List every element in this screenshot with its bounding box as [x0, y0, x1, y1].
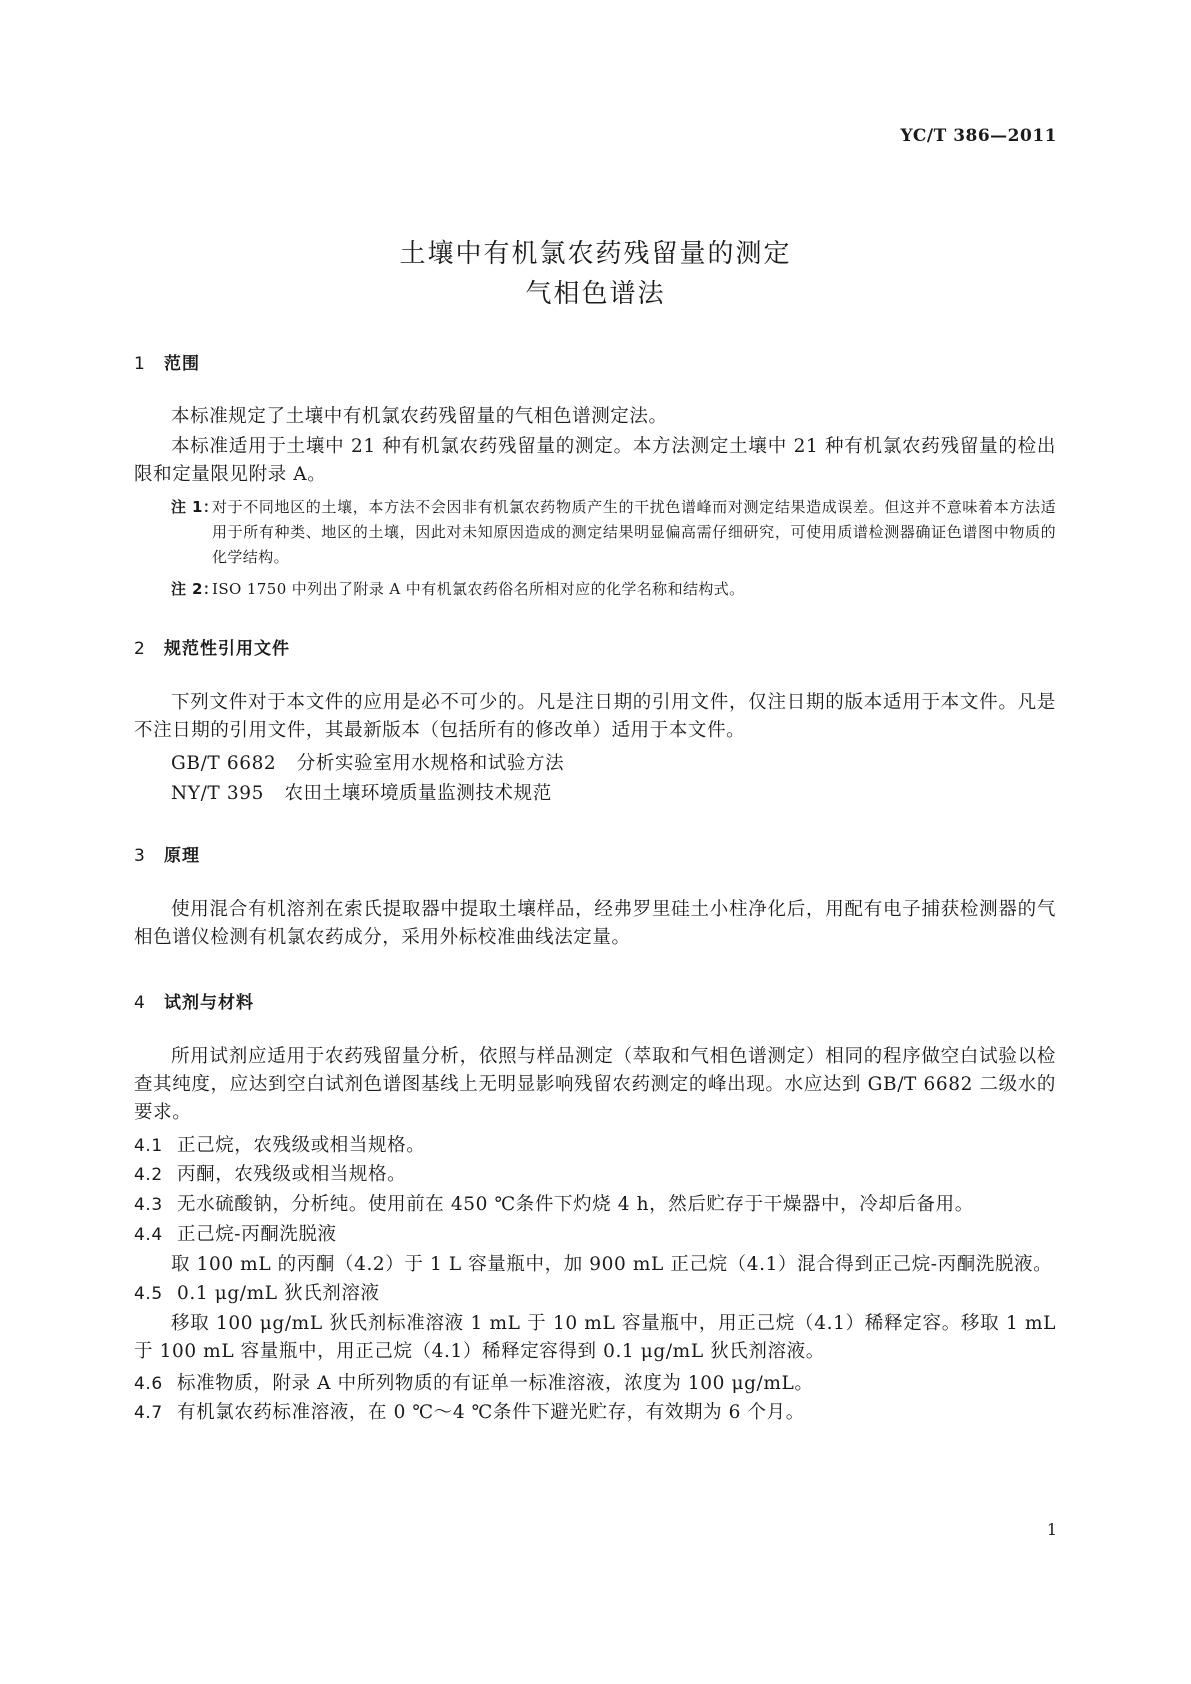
section-number: 1 [134, 354, 146, 374]
list-item-body: 取 100 mL 的丙酮（4.2）于 1 L 容量瓶中，加 900 mL 正己烷（4.1）混合得到正己烷-丙酮洗脱液。 [171, 1254, 1053, 1275]
item-number: 4.5 [134, 1284, 163, 1304]
section-2-para-1: 下列文件对于本文件的应用是必不可少的。凡是注日期的引用文件，仅注日期的版本适用于本文件。凡是不注日期的引用文件，其最新版本（包括所有的修改单）适用于本文件。 [134, 692, 1056, 741]
section-3-para-1: 使用混合有机溶剂在索氏提取器中提取土壤样品，经弗罗里硅土小柱净化后，用配有电子捕获检测器的气相色谱仪检测有机氯农药成分，采用外标校准曲线法定量。 [134, 899, 1056, 948]
section-title: 试剂与材料 [164, 993, 254, 1013]
item-text: 有机氯农药标准溶液，在 0 ℃～4 ℃条件下避光贮存，有效期为 6 个月。 [177, 1402, 805, 1423]
item-number: 4.7 [134, 1403, 163, 1423]
item-number: 4.4 [134, 1225, 163, 1245]
item-text: 标准物质，附录 A 中所列物质的有证单一标准溶液，浓度为 100 μg/mL。 [177, 1373, 814, 1394]
list-item [134, 1191, 1056, 1219]
list-item [134, 1161, 1056, 1189]
item-text: 0.1 μg/mL 狄氏剂溶液 [177, 1283, 380, 1304]
item-number: 4.2 [134, 1165, 163, 1185]
section-number: 4 [134, 993, 146, 1013]
section-1-para-2: 本标准适用于土壤中 21 种有机氯农药残留量的测定。本方法测定土壤中 21 种有机氯农药残留量的检出限和定量限见附录 A。 [134, 436, 1056, 485]
item-number: 4.1 [134, 1136, 163, 1156]
note-tag: 注 1： [171, 498, 219, 516]
section-1-para-1: 本标准规定了土壤中有机氯农药残留量的气相色谱测定法。 [171, 406, 668, 427]
section-title: 范围 [164, 354, 200, 374]
note-1 [171, 495, 1056, 570]
item-number: 4.6 [134, 1374, 163, 1394]
note-2 [171, 577, 1056, 602]
item-text: 无水硫酸钠，分析纯。使用前在 450 ℃条件下灼烧 4 h，然后贮存于干燥器中，冷却后备用。 [177, 1194, 974, 1215]
note-text: ISO 1750 中列出了附录 A 中有机氯农药俗名所相对应的化学名称和结构式。 [212, 580, 745, 598]
item-text: 丙酮，农残级或相当规格。 [177, 1164, 407, 1185]
document-title: 土壤中有机氯农药残留量的测定 [399, 239, 792, 269]
normative-reference [171, 750, 1093, 778]
section-number: 2 [134, 639, 146, 659]
item-text: 正己烷，农残级或相当规格。 [177, 1135, 426, 1156]
note-text: 对于不同地区的土壤，本方法不会因非有机氯农药物质产生的干扰色谱峰而对测定结果造成误差。但这并不意味着本方法适用于所有种类、地区的土壤，因此对未知原因造成的测定结果明显偏高需仔细研究，可使用质谱检测器确证色谱图中物质的化学结构。 [212, 498, 1056, 566]
reference-title: 分析实验室用水规格和试验方法 [296, 753, 565, 774]
item-text: 正己烷-丙酮洗脱液 [177, 1224, 337, 1245]
normative-reference [171, 780, 1093, 808]
reference-code: GB/T 6682 [171, 753, 277, 774]
document-subtitle: 气相色谱法 [525, 279, 666, 309]
list-item-body: 移取 100 μg/mL 狄氏剂标准溶液 1 mL 于 10 mL 容量瓶中，用正己烷（4.1）稀释定容。移取 1 mL 于 100 mL 容量瓶中，用正己烷（4.1）稀释定容得到 0.1 μg/mL 狄氏剂溶液。 [134, 1313, 1056, 1362]
section-3-heading [134, 841, 200, 866]
note-tag: 注 2： [171, 580, 219, 598]
list-item [134, 1132, 1056, 1160]
reference-code: NY/T 395 [171, 783, 264, 804]
list-item [134, 1221, 1056, 1249]
section-number: 3 [134, 846, 146, 866]
list-item [134, 1370, 1056, 1398]
section-title: 原理 [164, 846, 200, 866]
item-number: 4.3 [134, 1195, 163, 1215]
section-2-heading [134, 634, 290, 659]
section-1-heading [134, 349, 200, 374]
section-4-para-1: 所用试剂应适用于农药残留量分析，依照与样品测定（萃取和气相色谱测定）相同的程序做空白试验以检查其纯度，应达到空白试剂色谱图基线上无明显影响残留农药测定的峰出现。水应达到 GB/T 6682 二级水的要求。 [134, 1046, 1056, 1123]
section-4-heading [134, 988, 254, 1013]
reference-title: 农田土壤环境质量监测技术规范 [284, 783, 552, 804]
section-title: 规范性引用文件 [164, 639, 290, 659]
standard-code: YC/T 386—2011 [900, 126, 1057, 146]
list-item [134, 1399, 1056, 1427]
page-number: 1 [1046, 1520, 1057, 1539]
list-item [134, 1280, 1056, 1308]
